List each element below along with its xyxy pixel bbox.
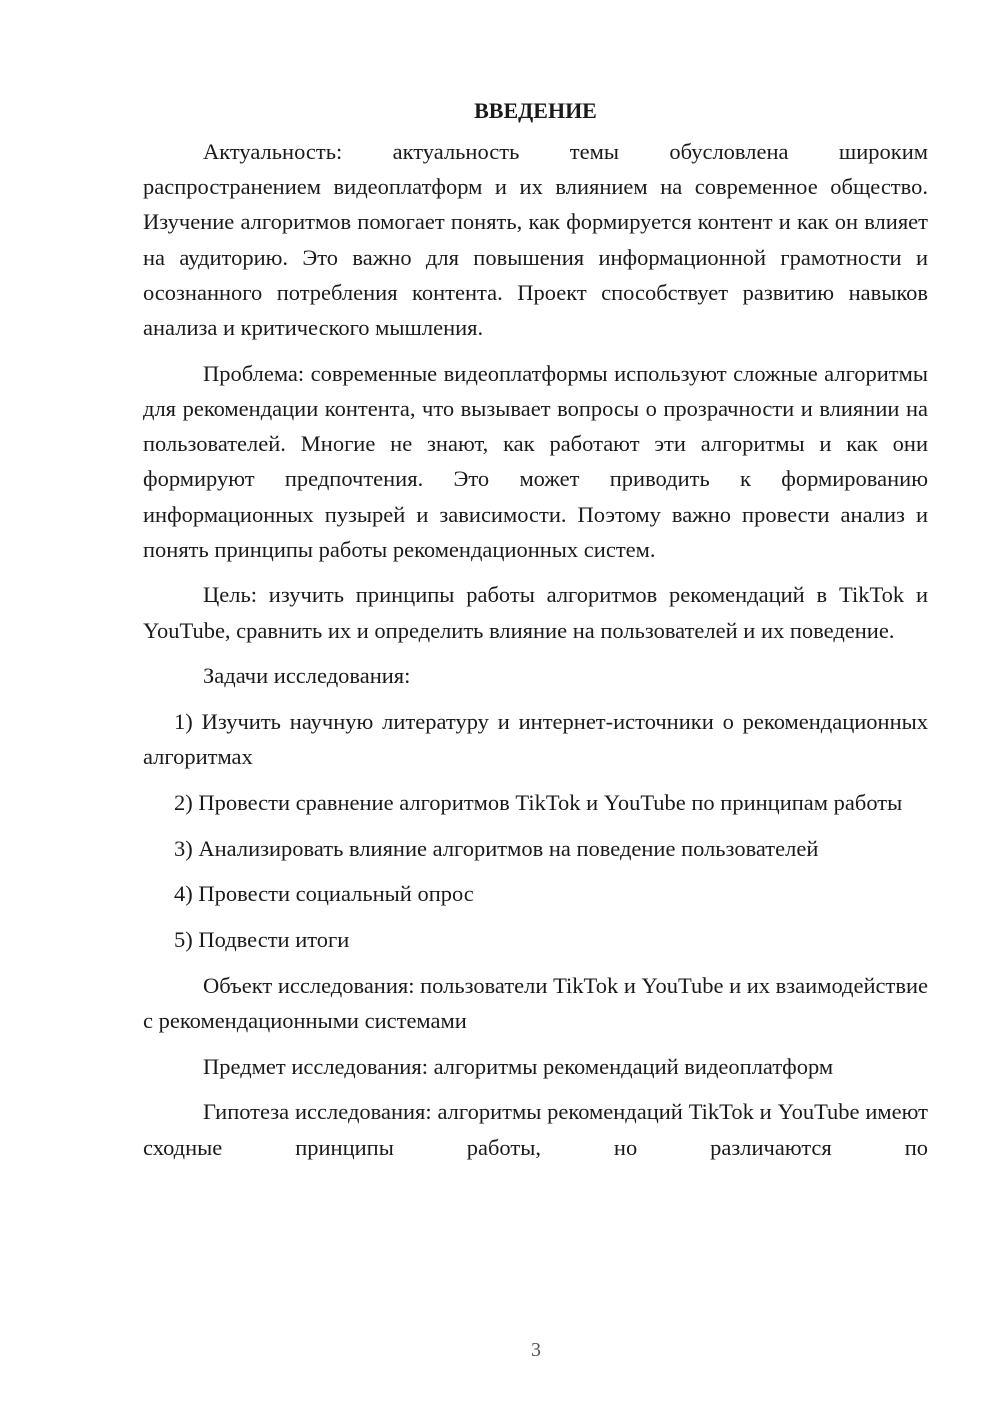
task-item-1: 1) Изучить научную литературу и интернет-источники о рекомендационных алгоритмах: [143, 709, 928, 770]
task-item-2: 2) Провести сравнение алгоритмов TikTok и YouTube по принципам работы: [174, 789, 903, 815]
hypothesis-paragraph: Гипотеза исследования: алгоритмы рекомендаций TikTok и YouTube имеют сходные принципы работы, но различаются по: [143, 1099, 928, 1160]
page-number: 3: [531, 1339, 541, 1361]
tasks-title: Задачи исследования:: [203, 663, 411, 689]
task-item-4: 4) Провести социальный опрос: [174, 881, 474, 907]
section-heading: ВВЕДЕНИЕ: [474, 98, 597, 123]
goal-paragraph: Цель: изучить принципы работы алгоритмов рекомендаций в TikTok и YouTube, сравнить их и определить влияние на пользователей и их поведение.: [143, 582, 928, 643]
problem-paragraph: Проблема: современные видеоплатформы используют сложные алгоритмы для рекомендации контента, что вызывает вопросы о прозрачности и влиянии на пользователей. Многие не знают, как работают эти алгоритмы и как они формируют предпочтения. Это может приводить к формированию информационных пузырей и зависимости. Поэтому важно провести анализ и понять принципы работы рекомендационных систем.: [143, 360, 928, 562]
task-item-3: 3) Анализировать влияние алгоритмов на поведение пользователей: [174, 835, 819, 861]
task-item-5: 5) Подвести итоги: [174, 927, 350, 953]
relevance-paragraph: Актуальность: актуальность темы обусловлена широким распространением видеоплатформ и их влиянием на современное общество. Изучение алгоритмов помогает понять, как формируется контент и как он влияет на аудиторию. Это важно для повышения информационной грамотности и осознанного потребления контента. Проект способствует развитию навыков анализа и критического мышления.: [143, 139, 928, 341]
object-paragraph: Объект исследования: пользователи TikTok и YouTube и их взаимодействие с рекомендационными системами: [143, 972, 928, 1033]
subject-paragraph: Предмет исследования: алгоритмы рекомендаций видеоплатформ: [203, 1053, 834, 1079]
